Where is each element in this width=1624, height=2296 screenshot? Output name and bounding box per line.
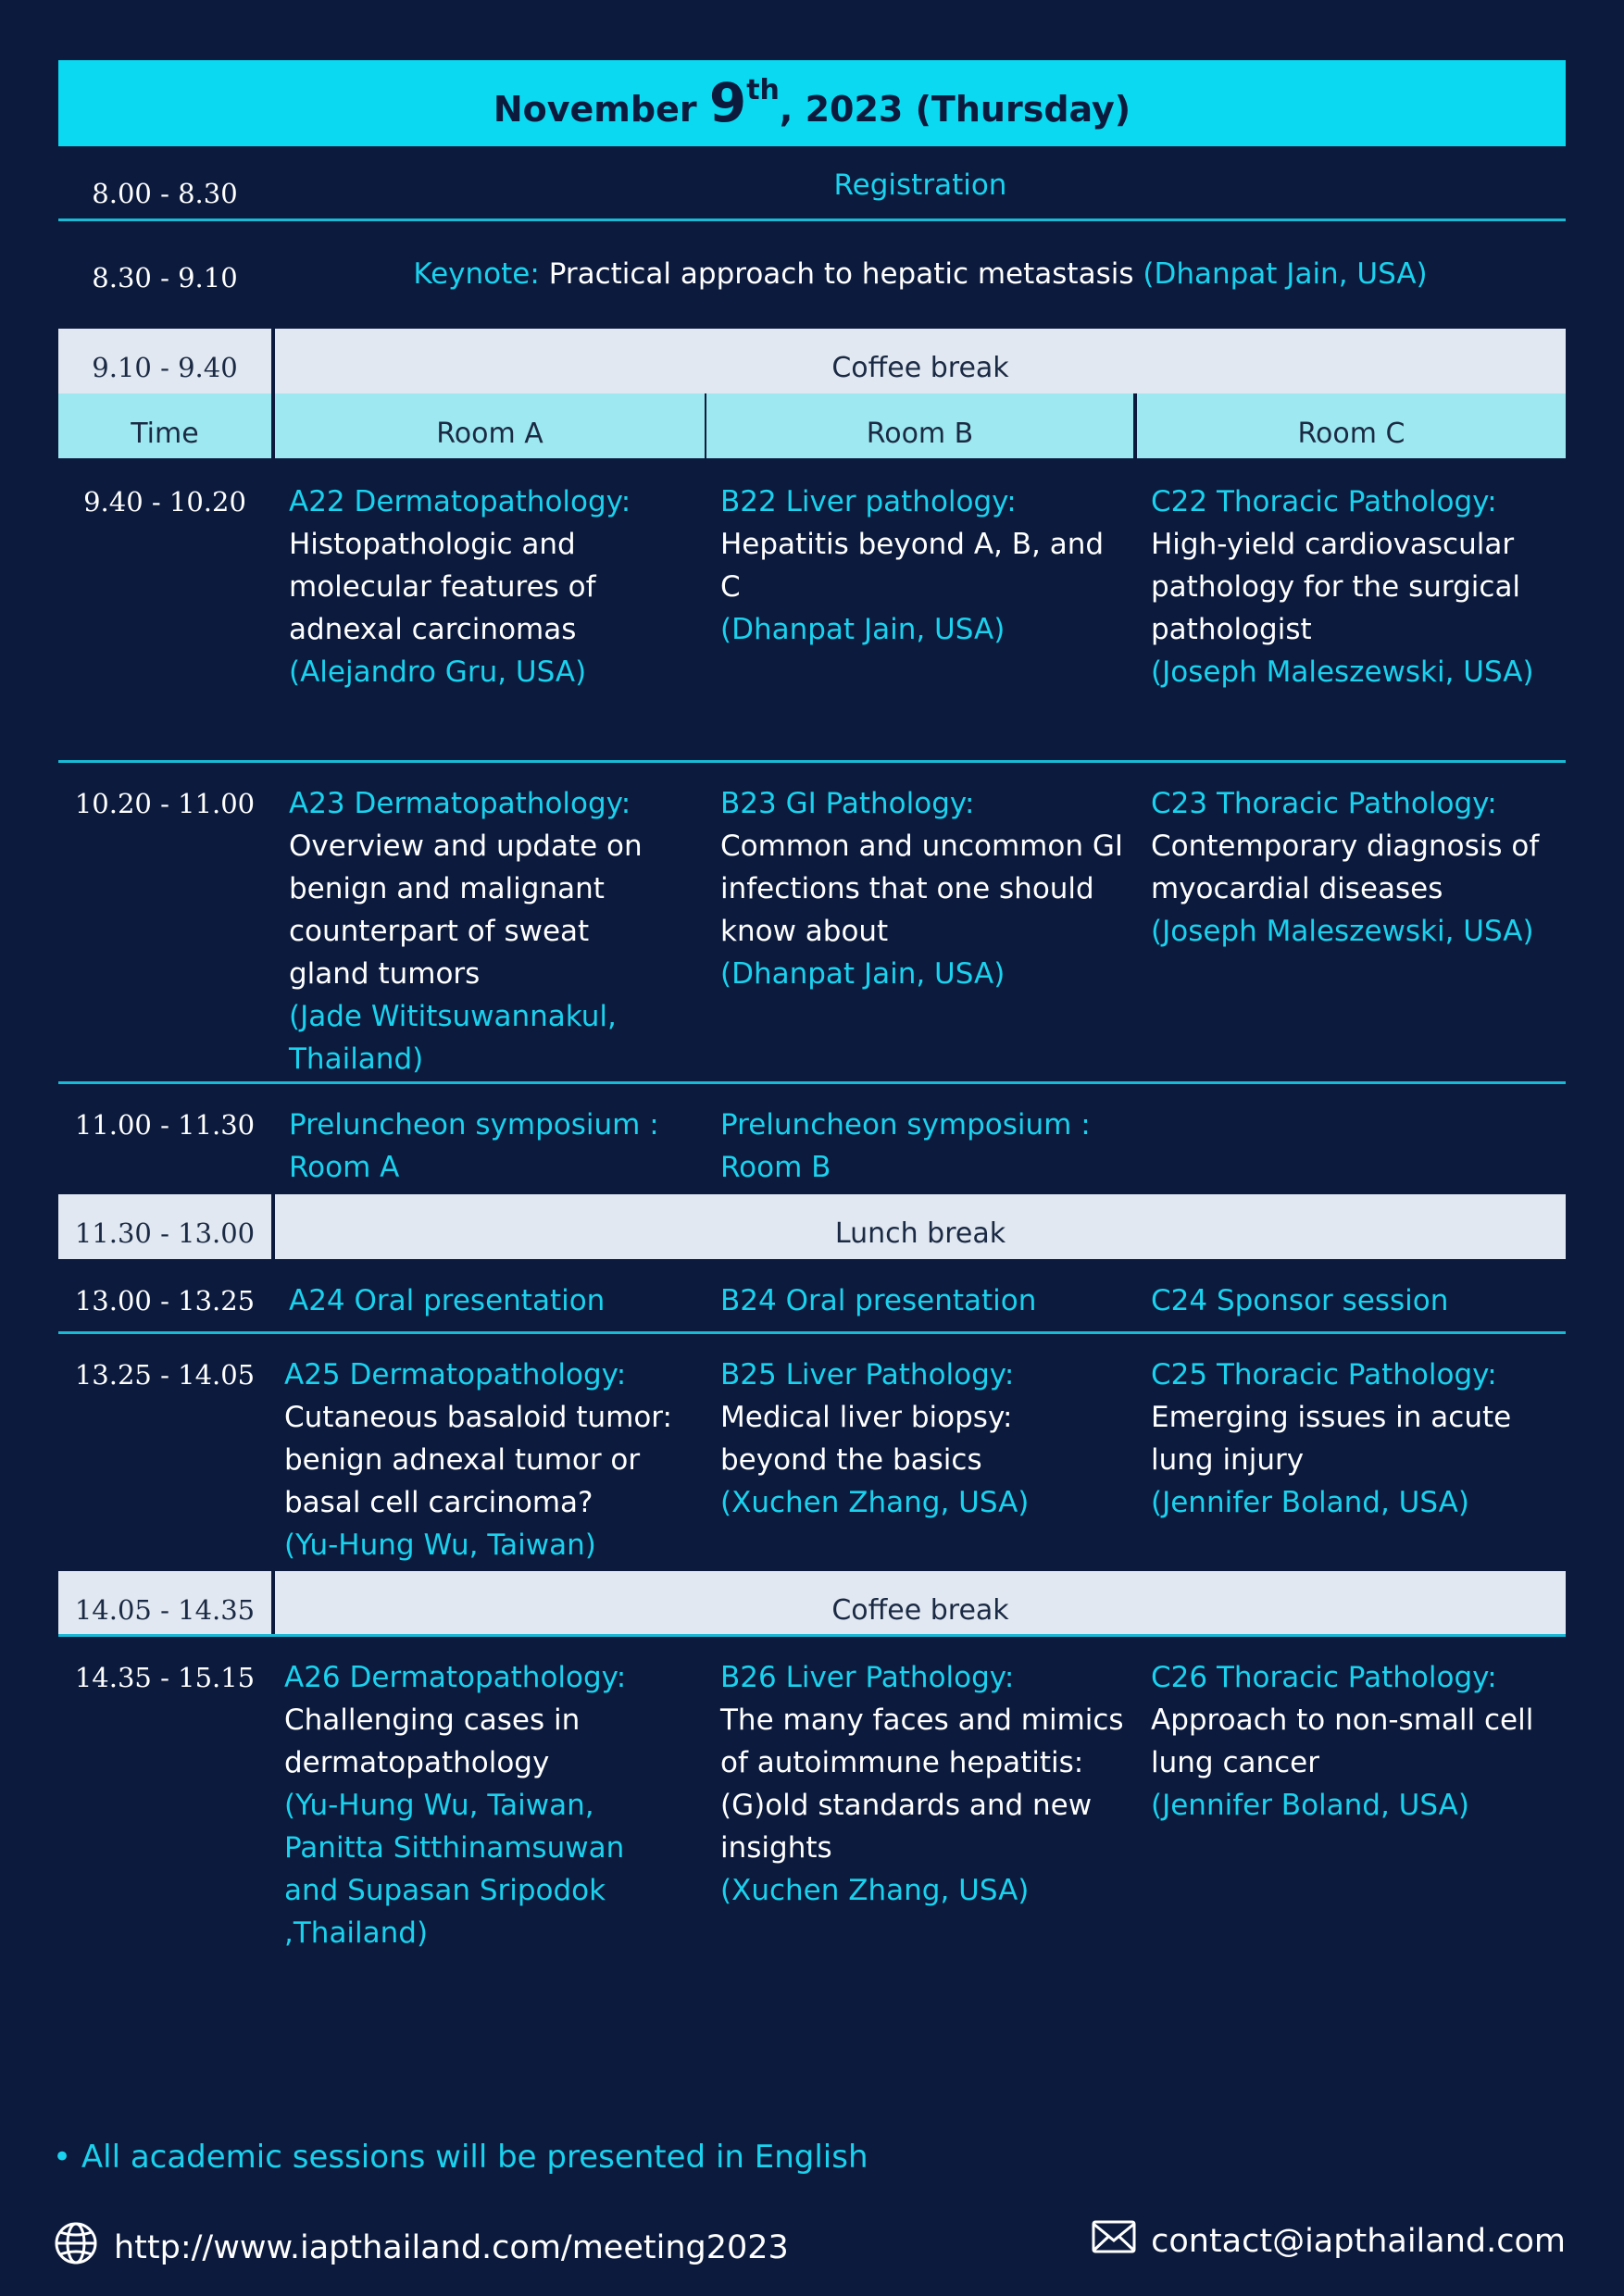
session-cell [720, 1354, 1128, 1524]
lunch-label: Lunch break [834, 1217, 1006, 1250]
globe-icon [53, 2220, 99, 2275]
session-title: C25 Thoracic Pathology: [1151, 1358, 1497, 1391]
session-title: A22 Dermatopathology: [289, 485, 631, 518]
session-cell [720, 1656, 1128, 1912]
date-day: 9 [708, 71, 747, 134]
email-link[interactable]: contact@iapthailand.com [1151, 2222, 1566, 2260]
column-header-room-c: Room C [1137, 393, 1566, 458]
language-note: • All academic sessions will be presented in English [53, 2139, 868, 2176]
session-topic: Challenging cases in dermatopathology [284, 1703, 581, 1779]
slot-time: 13.25 - 14.05 [74, 1359, 256, 1391]
session-speaker: (Joseph Maleszewski, USA) [1151, 915, 1534, 948]
coffee-break-time: 9.10 - 9.40 [92, 352, 238, 383]
session-cell [284, 1656, 655, 1954]
slot-time: 13.00 - 13.25 [74, 1285, 256, 1316]
slot-time: 10.20 - 11.00 [74, 788, 256, 819]
coffee-break-label: Coffee break [831, 1594, 1009, 1627]
session-speaker: (Dhanpat Jain, USA) [720, 957, 1006, 991]
sponsor-session-c: C24 Sponsor session [1151, 1284, 1449, 1317]
session-cell [289, 782, 678, 1080]
date-header [58, 60, 1566, 146]
website-footer [53, 2220, 789, 2275]
date-month: November [493, 89, 697, 130]
oral-presentation-b: B24 Oral presentation [720, 1284, 1037, 1317]
slot-time: 11.00 - 11.30 [74, 1109, 256, 1141]
session-speaker: (Alejandro Gru, USA) [289, 655, 587, 689]
symposium-room-a: Preluncheon symposium : Room A [289, 1108, 659, 1184]
keynote-row [275, 257, 1566, 291]
session-cell [720, 480, 1128, 651]
session-topic: Approach to non-small cell lung cancer [1151, 1703, 1534, 1779]
oral-presentation-a: A24 Oral presentation [289, 1284, 606, 1317]
column-header-time: Time [58, 393, 271, 458]
session-topic: Emerging issues in acute lung injury [1151, 1401, 1512, 1477]
session-cell [1151, 480, 1558, 693]
session-topic: Common and uncommon GI infections that one should know about [720, 830, 1123, 948]
session-title: C23 Thoracic Pathology: [1151, 787, 1497, 820]
session-title: B25 Liver Pathology: [720, 1358, 1015, 1391]
divider [58, 1081, 1566, 1084]
session-speaker: (Xuchen Zhang, USA) [720, 1486, 1030, 1519]
divider [58, 218, 1566, 221]
session-topic: The many faces and mimics of autoimmune hepatitis: (G)old standards and new insights [720, 1703, 1124, 1865]
divider [58, 1634, 1566, 1637]
session-cell [1151, 1354, 1558, 1524]
session-title: A23 Dermatopathology: [289, 787, 631, 820]
session-topic: Overview and update on benign and malignant counterpart of sweat gland tumors [289, 830, 643, 991]
session-title: B22 Liver pathology: [720, 485, 1017, 518]
registration-label: Registration [833, 168, 1007, 202]
session-speaker: (Jennifer Boland, USA) [1151, 1486, 1469, 1519]
keynote-label: Keynote: [413, 257, 540, 291]
column-header-room-a: Room A [275, 393, 705, 458]
divider [58, 760, 1566, 763]
lunch-time: 11.30 - 13.00 [74, 1217, 256, 1249]
session-speaker: (Joseph Maleszewski, USA) [1151, 655, 1534, 689]
session-topic: Hepatitis beyond A, B, and C [720, 528, 1105, 604]
website-link[interactable]: http://www.iapthailand.com/meeting2023 [114, 2228, 789, 2266]
session-speaker: (Xuchen Zhang, USA) [720, 1874, 1030, 1907]
session-topic: High-yield cardiovascular pathology for the surgical pathologist [1151, 528, 1521, 646]
session-speaker: (Yu-Hung Wu, Taiwan) [284, 1529, 596, 1562]
date-suffix: th [746, 74, 780, 106]
session-cell [289, 480, 701, 693]
session-cell [284, 1354, 678, 1566]
session-title: C26 Thoracic Pathology: [1151, 1661, 1497, 1694]
session-topic: Histopathologic and molecular features of adnexal carcinomas [289, 528, 596, 646]
session-topic: Cutaneous basaloid tumor: benign adnexal tumor or basal cell carcinoma? [284, 1401, 672, 1519]
session-speaker: (Yu-Hung Wu, Taiwan, Panitta Sitthinamsuwan and Supasan Sripodok ,Thailand) [284, 1789, 625, 1950]
slot-time: 9.40 - 10.20 [83, 486, 246, 518]
coffee-break-time: 14.05 - 14.35 [74, 1594, 256, 1626]
session-title: B26 Liver Pathology: [720, 1661, 1015, 1694]
session-title: A25 Dermatopathology: [284, 1358, 627, 1391]
session-speaker: (Dhanpat Jain, USA) [720, 613, 1006, 646]
column-header-room-b: Room B [706, 393, 1133, 458]
date-rest: , 2023 (Thursday) [779, 89, 1131, 130]
session-cell [720, 782, 1128, 995]
email-footer [1092, 2220, 1566, 2262]
session-topic: Medical liver biopsy: beyond the basics [720, 1401, 1013, 1477]
keynote-speaker: (Dhanpat Jain, USA) [1143, 257, 1428, 291]
keynote-title: Practical approach to hepatic metastasis [548, 257, 1134, 291]
divider [58, 1331, 1566, 1334]
session-title: C22 Thoracic Pathology: [1151, 485, 1497, 518]
session-cell [1151, 1656, 1558, 1827]
symposium-room-b: Preluncheon symposium : Room B [720, 1108, 1091, 1184]
session-topic: Contemporary diagnosis of myocardial diseases [1151, 830, 1540, 905]
session-speaker: (Jade Wititsuwannakul, Thailand) [289, 1000, 617, 1076]
coffee-break-label: Coffee break [831, 352, 1009, 384]
registration-time: 8.00 - 8.30 [92, 178, 238, 209]
session-speaker: (Jennifer Boland, USA) [1151, 1789, 1469, 1822]
keynote-time: 8.30 - 9.10 [92, 262, 238, 293]
session-title: B23 GI Pathology: [720, 787, 975, 820]
envelope-icon [1092, 2220, 1136, 2262]
slot-time: 14.35 - 15.15 [74, 1662, 256, 1693]
session-title: A26 Dermatopathology: [284, 1661, 627, 1694]
session-cell [1151, 782, 1558, 953]
